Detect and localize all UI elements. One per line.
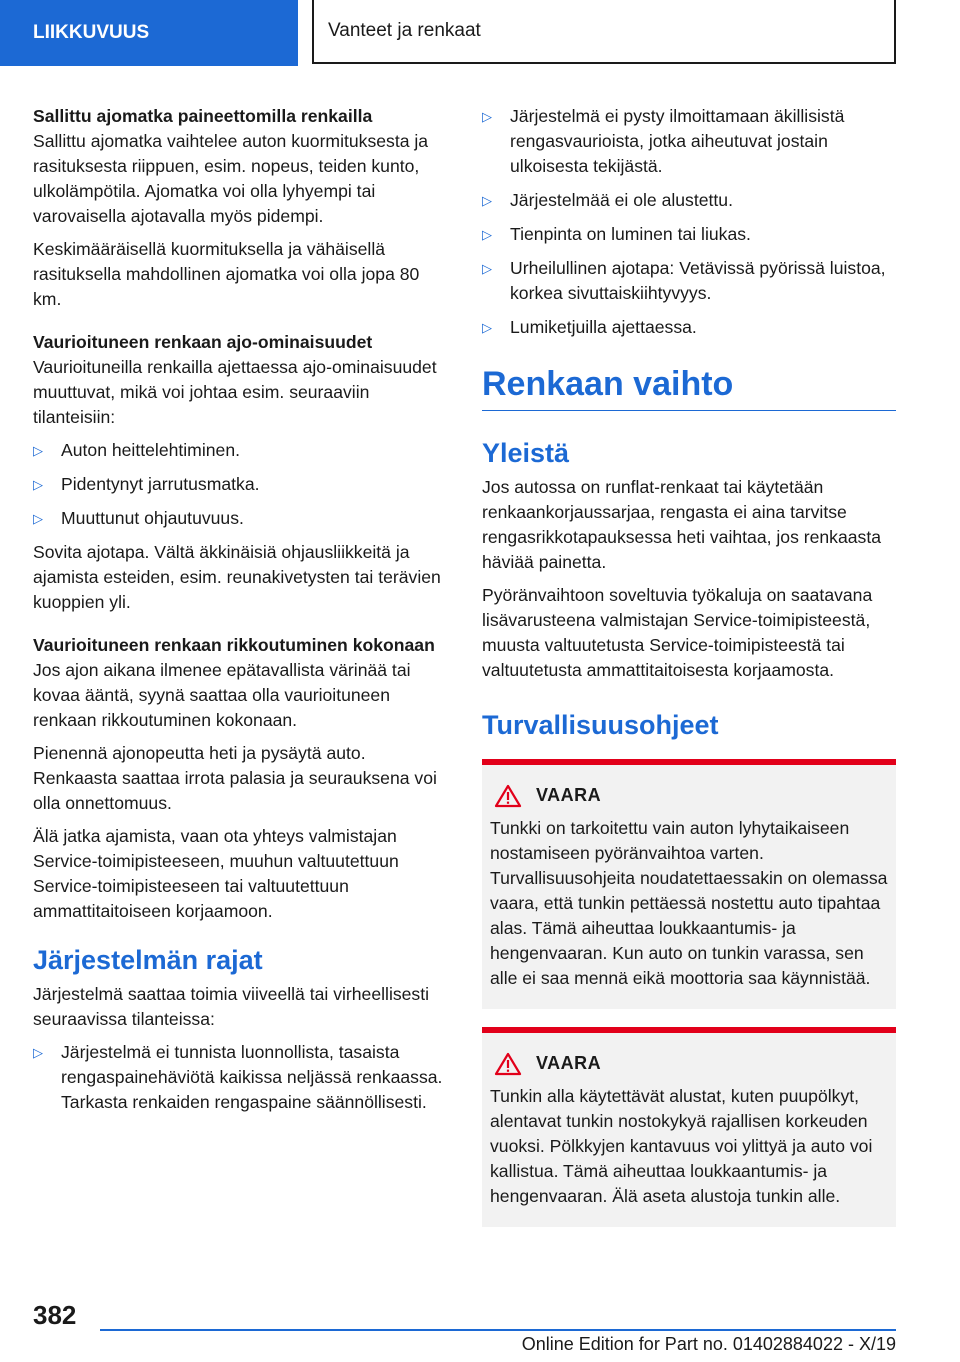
- warning-triangle-icon: [494, 1052, 522, 1076]
- list-item: ▷ Järjestelmää ei ole alustettu.: [482, 188, 896, 213]
- paragraph: Pyöränvaihtoon soveltuvia työkaluja on saatavana lisävarusteena valmistajan Service-toimipisteestä, muusta valtuutetusta Service-toimipisteestä tai valtuutetusta ammattitaitoisesta korjaamosta.: [482, 585, 873, 680]
- paragraph: Vaurioituneilla renkailla ajettaessa ajo-ominaisuudet muuttuvat, mikä voi johtaa esim. seuraaviin tilanteisiin:: [33, 357, 437, 427]
- warning-text: Tunkin alla käytettävät alustat, kuten puupölkyt, alentavat tunkin nostokykyä rajallisen korkeuden vuoksi. Pölkkyjen kantavuus voi ylittyä ja auto voi kallistua. Tämä aiheuttaa loukkaantumis- ja hengenvaaran. Älä aseta alustoja tunkin alle.: [490, 1086, 873, 1206]
- paragraph: Jos ajon aikana ilmenee epätavallista värinää tai kovaa ääntä, syynä saattaa olla vaurioituneen renkaan rikkoutuminen kokonaan.: [33, 660, 411, 730]
- paragraph: Järjestelmä saattaa toimia viiveellä tai virheellisesti seuraavissa tilanteissa:: [33, 984, 430, 1029]
- heading-tire-failure: Vaurioituneen renkaan rikkoutuminen kokonaan: [33, 635, 435, 655]
- list-item: ▷ Urheilullinen ajotapa: Vetävissä pyörissä luistoa, korkea sivuttaiskiihtyvyys.: [482, 256, 896, 306]
- warning-box: [482, 1027, 896, 1227]
- paragraph: Sovita ajotapa. Vältä äkkinäisiä ohjausliikkeitä ja ajamista esteiden, esim. reunakivetysten tai terävien kuoppien yli.: [33, 542, 441, 612]
- bullet-list: [33, 1040, 448, 1115]
- warning-triangle-icon: [494, 784, 522, 808]
- warning-header: [490, 1051, 888, 1076]
- paragraph: Sallittu ajomatka vaihtelee auton kuormituksesta ja rasituksesta riippuen, esim. nopeus, teiden kunto, ulkolämpötila. Ajomatka voi olla lyhyempi tai varovaisella ajotavalla myös pidempi.: [33, 131, 429, 226]
- footer-edition[interactable]: Online Edition for Part no. 01402884022 - X/19: [521, 1334, 896, 1354]
- left-column: [33, 104, 448, 1124]
- paragraph: Pienennä ajonopeutta heti ja pysäytä auto. Renkaasta saattaa irrota palasia ja seurauksena voi olla onnettomuus.: [33, 743, 437, 813]
- warning-label: VAARA: [536, 785, 602, 805]
- heading-damaged-tire-handling: Vaurioituneen renkaan ajo-ominaisuudet: [33, 332, 373, 352]
- list-item: ▷ Auton heittelehtiminen.: [33, 438, 448, 463]
- bullet-list: [33, 438, 448, 531]
- section-tab[interactable]: LIIKKUVUUS: [0, 0, 298, 66]
- warning-text: Tunkki on tarkoitettu vain auton lyhytaikaiseen nostamiseen pyöränvaihtoa varten. Turvallisuusohjeita noudatettaessakin on olemassa vaara, että tunkin pettäessä nostettu auto tipahtaa alas. Tämä aiheuttaa loukkaantumis- ja hengenvaaran. Kun auto on tunkin varassa, sen alle ei saa mennä eikä moottoria saa käynnistää.: [490, 818, 888, 988]
- list-item: ▷ Järjestelmä ei tunnista luonnollista, tasaista rengaspainehäviötä kaikissa neljässä renkaassa. Tarkasta renkaiden rengaspaine säännöllisesti.: [33, 1040, 448, 1115]
- list-item: ▷ Lumiketjuilla ajettaessa.: [482, 315, 896, 340]
- list-item: ▷ Järjestelmä ei pysty ilmoittamaan äkillisistä rengasvaurioista, jotka aiheutuvat jostain ulkoisesta tekijästä.: [482, 104, 896, 179]
- bullet-list: [482, 104, 896, 340]
- paragraph: Älä jatka ajamista, vaan ota yhteys valmistajan Service-toimipisteeseen, muuhun valtuutettuun Service-toimipisteeseen tai valtuutettuun ammattitaitoiseen korjaamoon.: [33, 826, 399, 921]
- page-number: 382: [33, 1300, 77, 1330]
- warning-label: VAARA: [536, 1053, 602, 1073]
- list-item: ▷ Muuttunut ohjautuvuus.: [33, 506, 448, 531]
- right-column: [482, 104, 896, 1227]
- paragraph: Keskimääräisellä kuormituksella ja vähäisellä rasituksella mahdollinen ajomatka voi olla jopa 80 km.: [33, 239, 420, 309]
- paragraph: Jos autossa on runflat-renkaat tai käytetään renkaankorjaussarjaa, rengasta ei aina tarvitse rengasrikkotapauksessa heti vaihtaa, jos renkaasta häviää painetta.: [482, 477, 882, 572]
- list-item: ▷ Tienpinta on luminen tai liukas.: [482, 222, 896, 247]
- warning-box: [482, 759, 896, 1009]
- heading-system-limits: Järjestelmän rajat: [33, 945, 263, 975]
- chapter-title: Vanteet ja renkaat: [312, 0, 896, 64]
- warning-header: [490, 783, 888, 808]
- list-item: ▷ Pidentynyt jarrutusmatka.: [33, 472, 448, 497]
- heading-safety: Turvallisuusohjeet: [482, 710, 719, 740]
- heading-tire-change: Renkaan vaihto: [482, 364, 896, 411]
- heading-range-flat: Sallittu ajomatka paineettomilla renkailla: [33, 106, 373, 126]
- footer-divider: [100, 1329, 896, 1331]
- heading-general: Yleistä: [482, 438, 570, 468]
